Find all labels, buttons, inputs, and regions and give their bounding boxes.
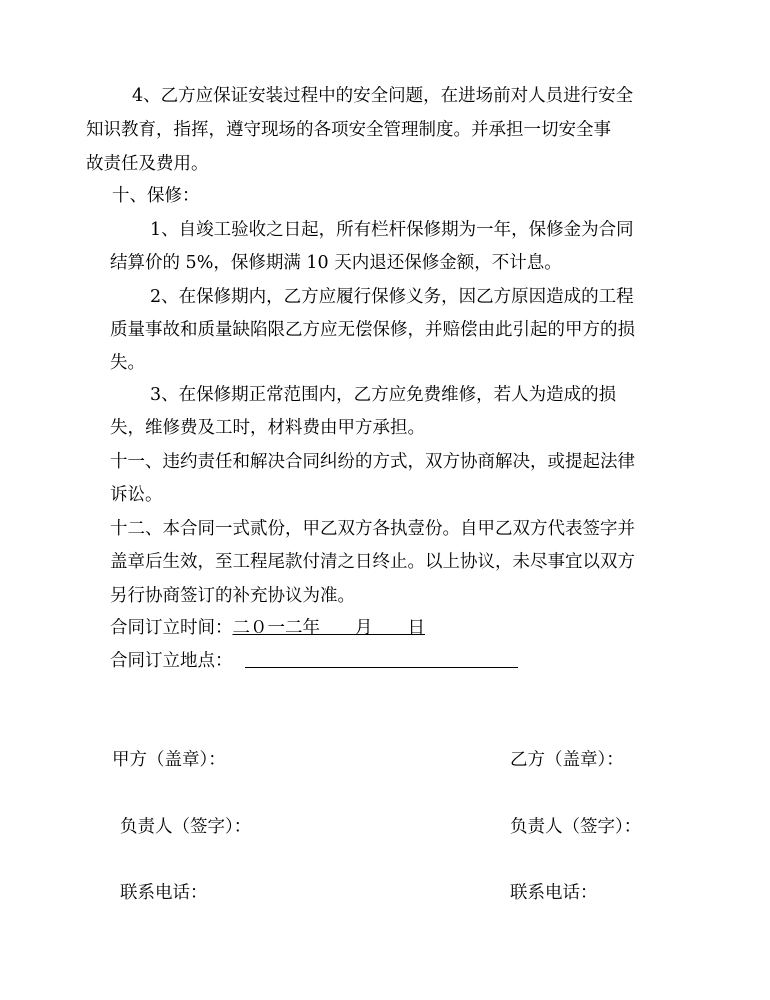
clause4-line3: 故责任及费用。 (86, 154, 209, 174)
section10-item3-line1: 3、在保修期正常范围内，乙方应免费维修，若人为造成的损 (150, 385, 617, 405)
section10-item2-line1: 2、在保修期内，乙方应履行保修义务，因乙方原因造成的工程 (150, 287, 634, 307)
section10-item2-line2: 质量事故和质量缺陷限乙方应无偿保修，并赔偿由此引起的甲方的损 (110, 320, 635, 340)
signing-time-label: 合同订立时间： (110, 618, 233, 638)
party-a-seal-label: 甲方（盖章）： (112, 750, 226, 770)
signing-place-label: 合同订立地点： (110, 651, 233, 671)
clause4-line2: 知识教育，指挥，遵守现场的各项安全管理制度。并承担一切安全事 (86, 120, 611, 140)
signing-time-value: 二０一二年 月 日 (232, 618, 425, 638)
section12-line2: 盖章后生效，至工程尾款付清之日终止。以上协议，未尽事宜以双方 (110, 552, 635, 572)
party-b-sign-label: 负责人（签字）： (510, 817, 642, 837)
section10-item3-line2: 失，维修费及工时，材料费由甲方承担。 (110, 418, 425, 438)
signing-place-blank (245, 667, 518, 668)
party-a-phone-label: 联系电话： (120, 883, 208, 903)
party-a-sign-label: 负责人（签字）： (120, 817, 252, 837)
section10-item1-line1: 1、自竣工验收之日起，所有栏杆保修期为一年，保修金为合同 (150, 220, 634, 240)
section10-item2-line3: 失。 (110, 353, 145, 373)
section12-line1: 十二、本合同一式贰份，甲乙双方各执壹份。自甲乙双方代表签字并 (110, 519, 635, 539)
signing-time-row (110, 616, 425, 640)
section10-heading: 十、保修： (112, 186, 200, 206)
party-b-phone-label: 联系电话： (510, 883, 598, 903)
section11-line2: 诉讼。 (110, 485, 163, 505)
clause4-line1: 4、乙方应保证安装过程中的安全问题，在进场前对人员进行安全 (132, 86, 634, 106)
section11-line1: 十一、违约责任和解决合同纠纷的方式，双方协商解决，或提起法律 (110, 452, 635, 472)
section10-item1-line2: 结算价的 5%，保修期满 10 天内退还保修金额，不计息。 (110, 253, 562, 273)
section12-line3: 另行协商签订的补充协议为准。 (110, 586, 355, 606)
party-b-seal-label: 乙方（盖章）： (510, 750, 624, 770)
